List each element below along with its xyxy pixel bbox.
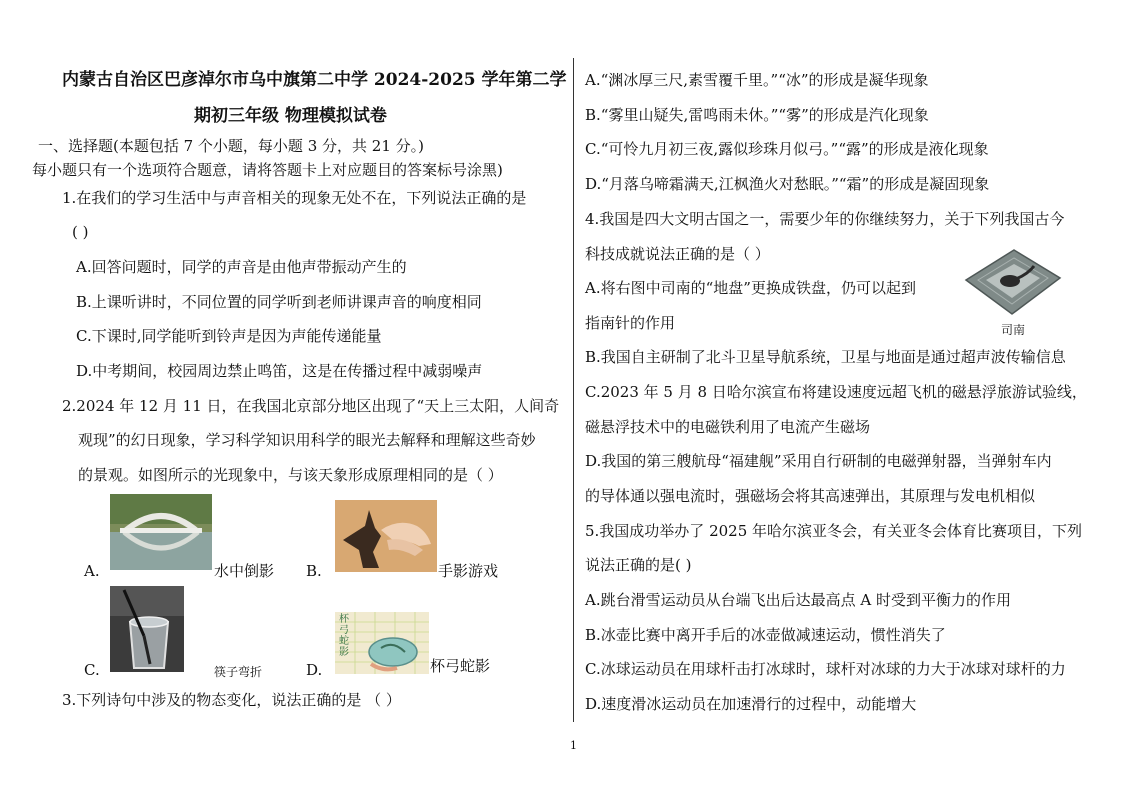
q5-stem-2: 说法正确的是( ) [585,556,692,574]
q2-option-c-caption: 筷子弯折 [214,665,263,679]
q2-option-d-letter: D. [306,661,323,679]
q2-option-b-letter: B. [306,562,322,580]
q1-option-a: A.回答问题时，同学的声音是由他声带振动产生的 [76,258,407,276]
q2-option-c-letter: C. [84,661,100,679]
q3-option-a: A.“渊冰厚三尺,素雪覆千里。”“冰”的形成是凝华现象 [585,71,929,89]
q1-option-c: C.下课时,同学能听到铃声是因为声能传递能量 [76,327,382,345]
q2-option-a-letter: A. [84,562,100,580]
q4-stem-2: 科技成就说法正确的是（ ） [585,245,770,263]
q5-option-c: C.冰球运动员在用球杆击打冰球时，球杆对冰球的力大于冰球对球杆的力 [585,660,1066,678]
column-divider [573,58,574,722]
q4-option-b: B.我国自主研制了北斗卫星导航系统，卫星与地面是通过超声波传输信息 [585,348,1066,366]
hand-shadow-image [335,500,437,572]
q3-option-d: D.“月落乌啼霜满天,江枫渔火对愁眠。”“霜”的形成是凝固现象 [585,175,990,193]
q2-stem-3: 的景观。如图所示的光现象中，与该天象形成原理相同的是（ ） [78,466,503,484]
title-line-1: 内蒙古自治区巴彦淖尔市乌中旗第二中学 2024-2025 学年第二学 [62,70,567,90]
q5-option-d: D.速度滑冰运动员在加速滑行的过程中，动能增大 [585,695,917,713]
q2-stem-1: 2.2024 年 12 月 11 日，在我国北京部分地区出现了“天上三太阳，人间奇 [62,397,560,415]
q4-option-c-line-2: 磁悬浮技术中的电磁铁利用了电流产生磁场 [585,418,871,436]
q5-option-b: B.冰壶比赛中离开手后的冰壶做减速运动，惯性消失了 [585,626,946,644]
title-line-2: 期初三年级 物理模拟试卷 [194,106,387,126]
q2-option-d-caption: 杯弓蛇影 [430,657,491,675]
q5-option-a: A.跳台滑雪运动员从台端飞出后达最高点 A 时受到平衡力的作用 [585,591,1011,609]
q4-option-d-line-1: D.我国的第三艘航母“福建舰”采用自行研制的电磁弹射器，当弹射车内 [585,452,1052,470]
q4-stem-1: 4.我国是四大文明古国之一，需要少年的你继续努力，关于下列我国古今 [585,210,1065,228]
sinan-caption: 司南 [1001,323,1026,337]
cup-bow-snake-image [335,612,429,674]
bent-chopsticks-image [110,586,184,672]
sinan-compass-image [962,244,1062,320]
section-instruction: 每小题只有一个选项符合题意，请将答题卡上对应题目的答案标号涂黑) [32,161,503,179]
q1-option-d: D.中考期间，校园周边禁止鸣笛，这是在传播过程中减弱噪声 [76,362,483,380]
reflection-bridge-image [110,494,212,570]
q3-option-c: C.“可怜九月初三夜,露似珍珠月似弓。”“露”的形成是液化现象 [585,140,989,158]
page-number: 1 [570,739,577,752]
q5-stem-1: 5.我国成功举办了 2025 年哈尔滨亚冬会，有关亚冬会体育比赛项目，下列 [585,522,1083,540]
cup-bow-snake-image-text: 杯弓蛇影 [339,614,349,658]
q2-stem-2: 观现”的幻日现象，学习科学知识用科学的眼光去解释和理解这些奇妙 [78,431,536,449]
q4-option-c-line-1: C.2023 年 5 月 8 日哈尔滨宣布将建设速度远超飞机的磁悬浮旅游试验线， [585,383,1087,401]
q3-stem: 3.下列诗句中涉及的物态变化，说法正确的是 （ ） [62,691,401,709]
q2-option-b-caption: 手影游戏 [438,562,499,580]
q3-option-b: B.“雾里山疑失,雷鸣雨未休。”“雾”的形成是汽化现象 [585,106,929,124]
section-heading: 一、选择题(本题包括 7 个小题，每小题 3 分，共 21 分。) [38,137,424,155]
q1-stem: 1.在我们的学习生活中与声音相关的现象无处不在，下列说法正确的是 [62,189,527,207]
q1-option-b: B.上课听讲时，不同位置的同学听到老师讲课声音的响度相同 [76,293,482,311]
q1-paren: ( ) [72,223,89,241]
q4-option-a-line-1: A.将右图中司南的“地盘”更换成铁盘，仍可以起到 [585,279,916,297]
q4-option-d-line-2: 的导体通以强电流时，强磁场会将其高速弹出，其原理与发电机相似 [585,487,1036,505]
q4-option-a-line-2: 指南针的作用 [585,314,676,332]
q2-option-a-caption: 水中倒影 [214,562,275,580]
